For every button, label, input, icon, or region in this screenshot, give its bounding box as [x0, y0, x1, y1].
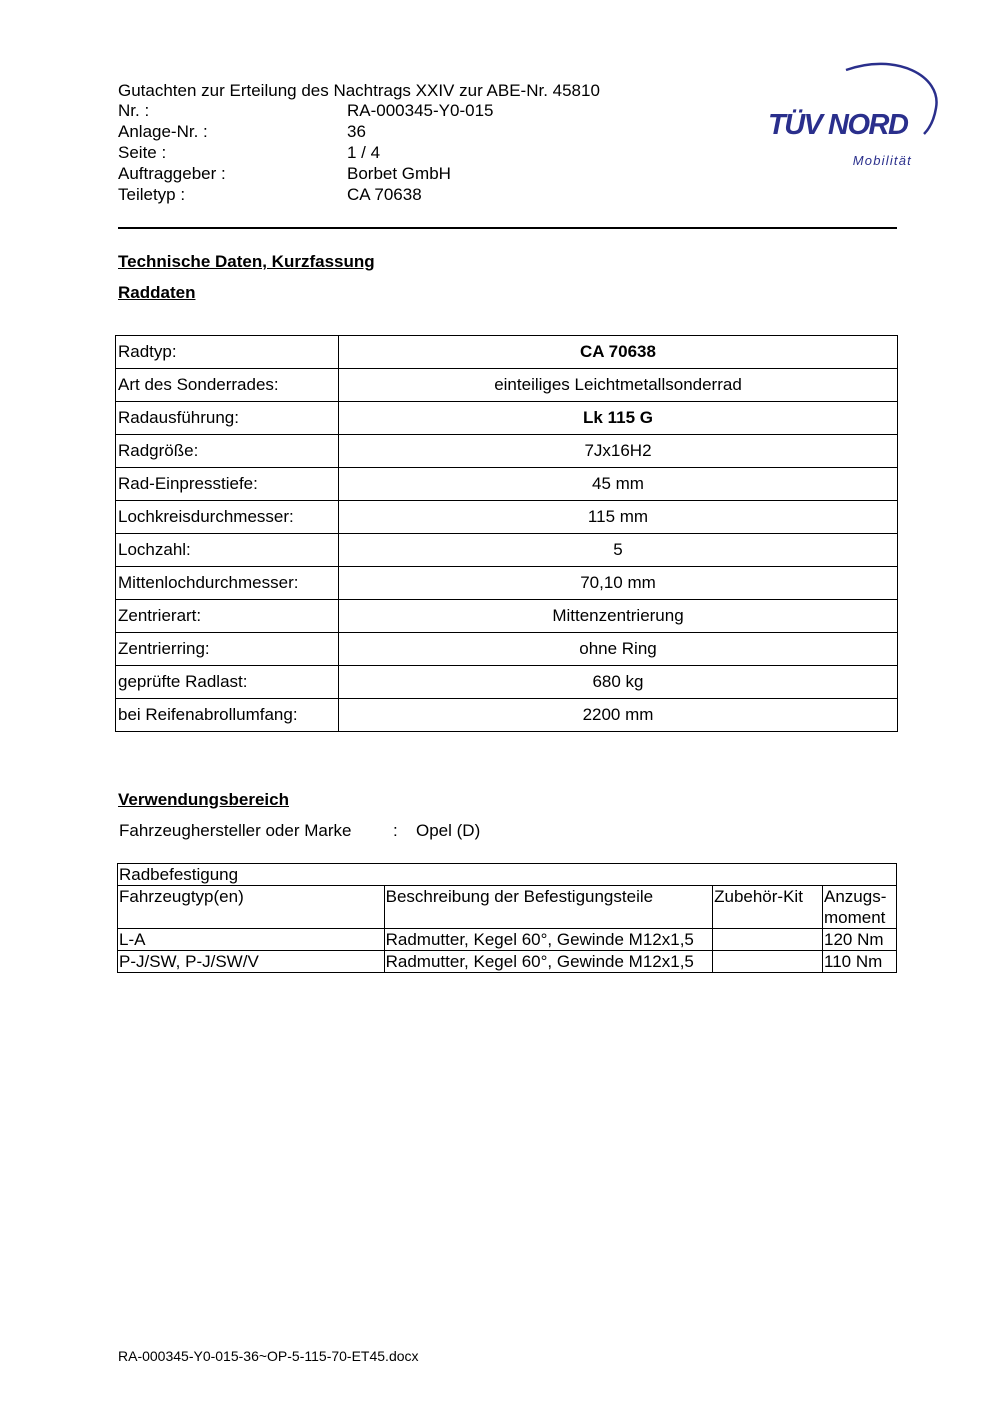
logo-subtitle: Mobilität [852, 153, 912, 168]
heading-wheel: Raddaten [118, 283, 196, 302]
row-value: ohne Ring [339, 633, 898, 666]
wheel-data-table [115, 335, 898, 732]
row-value: CA 70638 [339, 336, 898, 369]
table-row [116, 336, 898, 369]
meta-label: Teiletyp : [118, 185, 186, 204]
table-row [116, 501, 898, 534]
cell-kit [713, 951, 823, 973]
row-label: Mittenlochdurchmesser: [116, 567, 339, 600]
cell-kit [713, 929, 823, 951]
manufacturer-label: Fahrzeughersteller oder Marke [119, 821, 352, 840]
document-title: Gutachten zur Erteilung des Nachtrags XXIV zur ABE-Nr. 45810 [118, 81, 600, 100]
meta-label: Anlage-Nr. : [118, 122, 208, 141]
meta-value: CA 70638 [347, 185, 422, 204]
table-row [116, 699, 898, 732]
manufacturer-colon: : [393, 821, 398, 840]
row-label: Radausführung: [116, 402, 339, 435]
row-label: Lochzahl: [116, 534, 339, 567]
table-row [116, 534, 898, 567]
table-row [118, 929, 897, 951]
row-label: Art des Sonderrades: [116, 369, 339, 402]
table-row [116, 402, 898, 435]
table-row [116, 369, 898, 402]
cell-vehicle-type: P-J/SW, P-J/SW/V [118, 951, 385, 973]
table-header-row [118, 886, 897, 929]
cell-torque: 110 Nm [823, 951, 897, 973]
table-row [116, 435, 898, 468]
row-label: Rad-Einpresstiefe: [116, 468, 339, 501]
heading-usage: Verwendungsbereich [118, 790, 289, 809]
row-value: 2200 mm [339, 699, 898, 732]
meta-label: Seite : [118, 143, 167, 162]
row-value: 115 mm [339, 501, 898, 534]
meta-value: RA-000345-Y0-015 [347, 101, 494, 120]
tuv-nord-logo [764, 56, 944, 172]
row-value: 45 mm [339, 468, 898, 501]
table-row [118, 951, 897, 973]
row-value: 7Jx16H2 [339, 435, 898, 468]
table-row [116, 567, 898, 600]
cell-description: Radmutter, Kegel 60°, Gewinde M12x1,5 [384, 929, 712, 951]
col-header-description: Beschreibung der Befestigungsteile [384, 886, 712, 929]
meta-label: Nr. : [118, 101, 150, 120]
cell-torque: 120 Nm [823, 929, 897, 951]
row-value: 5 [339, 534, 898, 567]
mounting-table [117, 863, 897, 973]
row-label: Radgröße: [116, 435, 339, 468]
table-row [116, 633, 898, 666]
row-label: Zentrierring: [116, 633, 339, 666]
table-row [116, 666, 898, 699]
row-value: Mittenzentrierung [339, 600, 898, 633]
row-value: Lk 115 G [339, 402, 898, 435]
meta-value: 36 [347, 122, 366, 141]
table-row [116, 600, 898, 633]
logo-brand: TÜV NORD [768, 109, 908, 141]
row-label: Lochkreisdurchmesser: [116, 501, 339, 534]
cell-vehicle-type: L-A [118, 929, 385, 951]
col-header-torque: Anzugs- moment [823, 886, 897, 929]
col-header-kit: Zubehör-Kit [713, 886, 823, 929]
row-value: 680 kg [339, 666, 898, 699]
table-title-row [118, 864, 897, 886]
footer-filename: RA-000345-Y0-015-36~OP-5-115-70-ET45.docx [118, 1348, 419, 1364]
meta-value: Borbet GmbH [347, 164, 451, 183]
meta-label: Auftraggeber : [118, 164, 226, 183]
cell-description: Radmutter, Kegel 60°, Gewinde M12x1,5 [384, 951, 712, 973]
meta-value: 1 / 4 [347, 143, 381, 162]
row-label: geprüfte Radlast: [116, 666, 339, 699]
mounting-title: Radbefestigung [118, 864, 897, 886]
heading-tech: Technische Daten, Kurzfassung [118, 252, 375, 271]
row-label: Radtyp: [116, 336, 339, 369]
row-label: Zentrierart: [116, 600, 339, 633]
table-row [116, 468, 898, 501]
col-header-vehicle-type: Fahrzeugtyp(en) [118, 886, 385, 929]
row-value: 70,10 mm [339, 567, 898, 600]
row-value: einteiliges Leichtmetallsonderrad [339, 369, 898, 402]
header-divider [118, 227, 897, 229]
manufacturer-value: Opel (D) [416, 821, 481, 840]
row-label: bei Reifenabrollumfang: [116, 699, 339, 732]
